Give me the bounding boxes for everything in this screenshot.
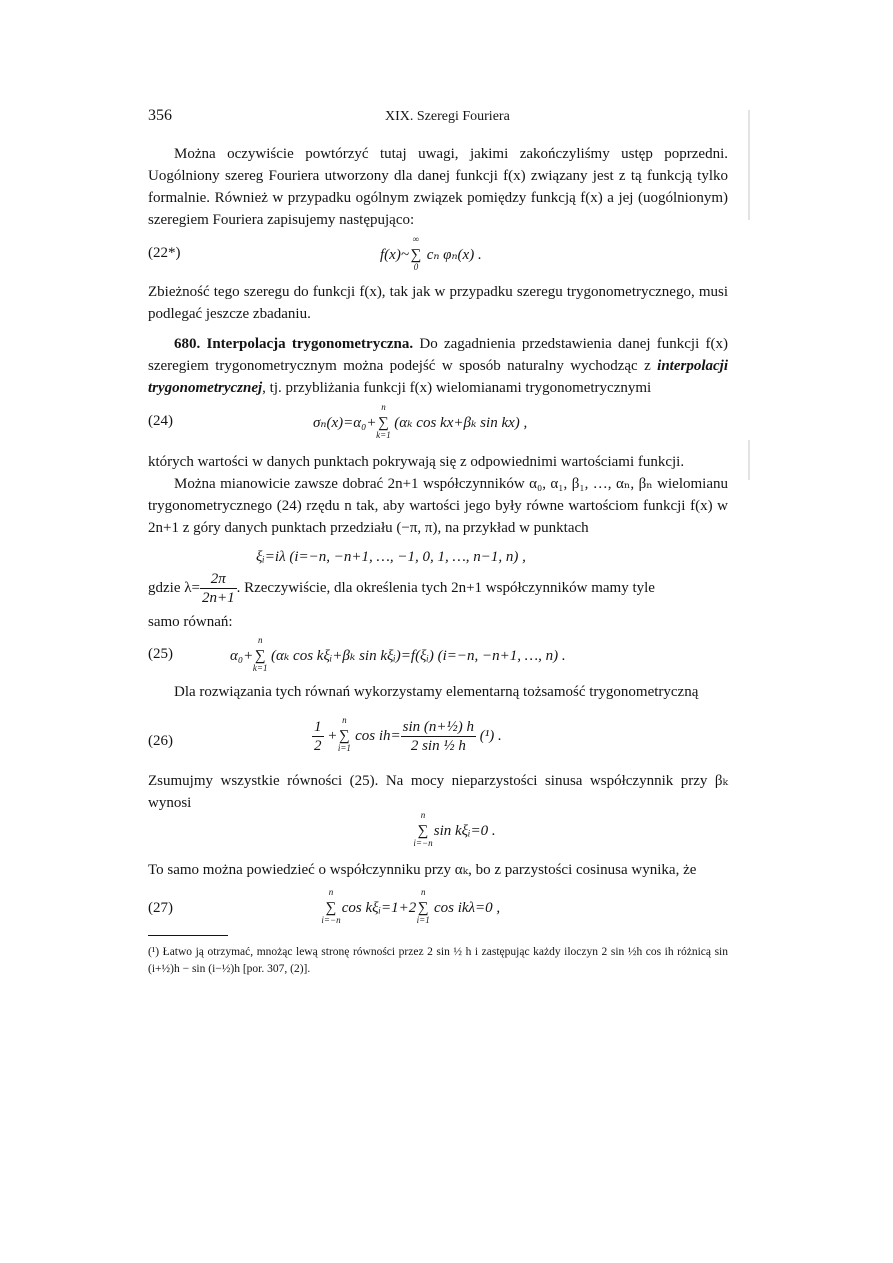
eq25-label: (25) <box>148 646 173 662</box>
eq26-mid: cos ih= <box>355 727 401 744</box>
sum-symbol: ∑ n i=−n <box>324 900 338 917</box>
sine-denominator: 2 sin ½ h <box>410 738 466 754</box>
sum-lower: i=1 <box>337 742 351 753</box>
eq24-formula <box>313 402 528 440</box>
sum-lower: k=1 <box>376 430 391 440</box>
eq25-rhs: (αₖ cos kξᵢ+βₖ sin kξᵢ)=f(ξᵢ) (i=−n, −n+1, …, n) . <box>270 648 566 664</box>
sine-fraction <box>401 718 476 755</box>
scan-edge-mark <box>748 440 750 480</box>
convergence-paragraph: Zbieżność tego szeregu do funkcji f(x), tak jak w przypadku szeregu trygonometrycznego, musi podlegać jeszcze zbadaniu. <box>148 284 728 322</box>
eq27-rhs: cos ikλ=0 , <box>433 900 501 916</box>
footnote-reference: (¹) . <box>479 727 502 744</box>
sum-upper: n <box>328 887 334 897</box>
sum-upper: n <box>342 714 347 725</box>
eq26-label: (26) <box>148 733 173 749</box>
lambda-prefix: gdzie λ= <box>148 579 200 596</box>
coefficients-paragraph: Można mianowicie zawsze dobrać 2n+1 współczynników α₀, α₁, β₁, …, αₙ, βₙ wielomianu trygonometrycznego (24) rzędu n tak, aby wartości jego były równe wartościom funkcji f(x) w 2n+1 z góry danych punktach przedziału (−π, π), na przykład w punktach <box>148 476 728 536</box>
eq27-label: (27) <box>148 900 173 916</box>
footnote: (¹) Łatwo ją otrzymać, mnożąc lewą stronę równości przez 2 sin ½ h i zastępując każdy iloczyn 2 sin ½h cos ih różnicą sin (i+½)h − sin (i−½)h [por. 307, (2)]. <box>148 946 728 975</box>
eq22-lhs: f(x)~ <box>380 247 409 263</box>
scan-edge-mark <box>748 110 750 220</box>
chapter-title: XIX. Szeregi Fouriera <box>385 109 510 124</box>
sum-symbol: ∑ n i=1 <box>337 728 351 745</box>
sum-upper: n <box>257 635 263 645</box>
page-number: 356 <box>148 107 172 124</box>
half-denominator: 2 <box>314 738 322 754</box>
sum-lower: i=−n <box>413 838 433 848</box>
identity-intro: Dla rozwiązania tych równań wykorzystamy elementarną tożsamość trygonometryczną <box>174 684 699 700</box>
sum-upper: ∞ <box>412 234 420 244</box>
sum-lower: k=1 <box>252 663 268 673</box>
sine-sum-rhs: sin kξᵢ=0 . <box>433 823 496 839</box>
intro-paragraph: Można oczywiście powtórzyć tutaj uwagi, jakimi zakończyliśmy ustęp poprzedni. Uogólniony szereg Fouriera utworzony dla danej funkcji f(x) związany jest z tą funkcją tylko formalnie. Również w przypadku ogólnym związek pomiędzy funkcją f(x) a jej (uogólnionym) szeregiem Fouriera zapisujemy następująco: <box>148 146 728 228</box>
points-equation: ξᵢ=iλ (i=−n, −n+1, …, −1, 0, 1, …, n−1, n) , <box>256 549 526 565</box>
half-numerator: 1 <box>314 719 322 735</box>
half-fraction <box>312 718 324 755</box>
sum-symbol: ∑ ∞ 0 <box>409 247 423 264</box>
eq24-lhs: σₙ(x)=α₀+ <box>313 415 377 431</box>
eq25-formula <box>230 635 566 673</box>
sum-lower: i=1 <box>416 915 430 925</box>
lambda-suffix: . Rzeczywiście, dla określenia tych 2n+1 współczynników mamy tyle <box>236 579 655 596</box>
sum-note-paragraph: Zsumujmy wszystkie równości (25). Na mocy nieparzystości sinusa współczynnik przy βₖ wynosi <box>148 773 728 811</box>
eq26-plus: + <box>327 727 338 744</box>
section-text-a: Do zagadnienia przedstawienia danej funkcji f(x) szeregiem trygonometrycznym można podejść w sposób naturalny wychodząc z <box>148 336 728 374</box>
after-eq24: których wartości w danych punktach pokrywają się z odpowiednimi wartościami funkcji. <box>148 454 685 470</box>
sum-upper: n <box>381 402 386 412</box>
eq27-mid: cos kξᵢ=1+2 <box>341 900 417 916</box>
sum-lower: i=−n <box>321 915 341 925</box>
samo-rownan: samo równań: <box>148 614 233 630</box>
lambda-fraction <box>200 570 237 607</box>
section-text-b: , tj. przybliżania funkcji f(x) wielomianami trygonometrycznymi <box>262 380 652 396</box>
sum-upper: n <box>420 887 426 897</box>
sine-sum-equation <box>413 810 496 848</box>
sine-numerator: sin (n+½) h <box>402 719 475 735</box>
section-emphasis: interpolacji trygonometrycznej <box>148 358 728 396</box>
sum-symbol: ∑ n k=1 <box>253 648 267 665</box>
lambda-numerator: 2π <box>200 570 237 589</box>
eq22-label: (22*) <box>148 245 181 261</box>
lambda-definition <box>148 570 728 607</box>
lambda-denominator: 2n+1 <box>201 590 235 606</box>
section-heading: 680. Interpolacja trygonometryczna. <box>174 336 414 352</box>
cos-note-paragraph: To samo można powiedzieć o współczynniku przy αₖ, bo z parzystości cosinusa wynika, że <box>148 862 697 878</box>
sum-symbol: ∑ n i=−n <box>416 823 430 840</box>
eq24-rhs: (αₖ cos kx+βₖ sin kx) , <box>394 415 528 431</box>
eq25-lhs: α₀+ <box>230 648 254 664</box>
eq26-formula <box>312 714 502 755</box>
sum-lower: 0 <box>413 262 419 272</box>
eq22-rhs: cₙ φₙ(x) . <box>426 247 482 263</box>
eq24-label: (24) <box>148 413 173 429</box>
eq22-formula <box>380 234 482 272</box>
sum-upper: n <box>420 810 426 820</box>
section-paragraph <box>148 333 728 399</box>
sum-symbol: ∑ n k=1 <box>376 415 390 432</box>
eq27-formula <box>321 887 501 925</box>
footnote-divider <box>148 935 228 936</box>
sum-symbol: ∑ n i=1 <box>416 900 430 917</box>
